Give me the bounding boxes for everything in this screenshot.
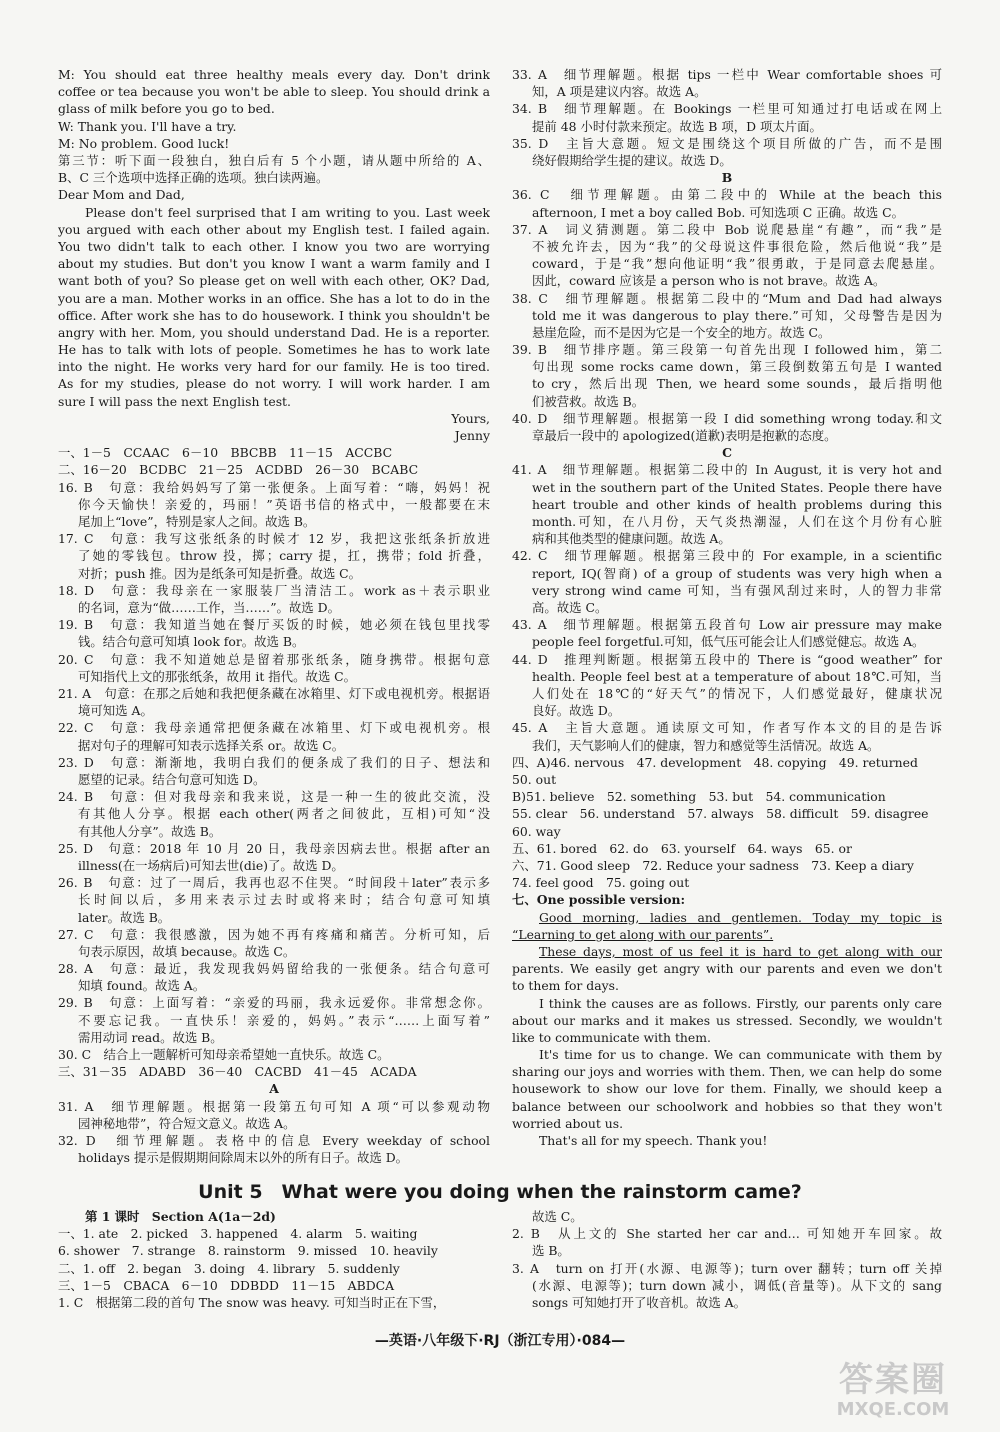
- text-line: Jenny: [454, 428, 490, 444]
- text-line: 31. A 细节理解题。根据第一段第五句可知 A 项“可以参观动物: [58, 1098, 490, 1114]
- text-line: 可知指代上文的那张纸条，故用 it 指代。故选 C。: [78, 668, 357, 684]
- text-line: 一、1. ate 2. picked 3. happened 4. alarm 5. waiting: [58, 1226, 418, 1242]
- text-line: into the night. He works very hard for our family. He is too tired.: [58, 359, 490, 375]
- text-line: 2. B 从上文的 She started her car and… 可知她开车回家。故: [512, 1226, 942, 1242]
- text-line: 故选 C。: [532, 1209, 583, 1224]
- text-line: 42. C 细节理解题。根据第三段中的 For example, in a scientific: [512, 548, 942, 564]
- text-line: 43. A 细节理解题。根据第五段首句 Low air pressure may make: [512, 617, 942, 633]
- text-line: 21. A 句意：在那之后她和我把便条藏在冰箱里、灯下或电视机旁。根据语: [58, 685, 490, 701]
- text-line: 60. way: [512, 823, 561, 839]
- text-line: 五、61. bored 62. do 63. yourself 64. ways 65. or: [512, 840, 852, 856]
- text-line: 长时间以后，多用来表示过去时或将来时；结合句意可知填: [78, 892, 490, 908]
- text-line: 病和其他类型的健康问题。故选 A。: [532, 531, 731, 547]
- text-line: 35. D 主旨大意题。短文是围绕这个项目所做的广告，而不是围: [512, 135, 942, 151]
- text-line: 钱。结合句意可知填 look for。故选 B。: [78, 634, 305, 650]
- text-line: 人们处在 18℃的“好天气”的情况下，人们感觉最好，健康状况: [532, 685, 942, 701]
- text-line: A: [269, 1081, 279, 1097]
- text-line: W: Thank you. I'll have a try.: [58, 118, 237, 134]
- text-line: 句表示原因，故填 because。故选 C。: [78, 943, 296, 959]
- text-line: afternoon, I met a boy called Bob. 可知选项 C 正确。故选 C。: [532, 204, 904, 220]
- text-line: 绕好假期给学生提的建议。故选 D。: [532, 152, 732, 168]
- text-line: 27. C 句意：我很感激，因为她不再有疼痛和痛苦。分析可知，后: [58, 926, 490, 942]
- text-line: 四、A)46. nervous 47. development 48. copying 49. returned: [512, 754, 918, 770]
- text-line: to cry，然后出现 Then, we heard some sounds，最后指明他: [532, 376, 942, 392]
- text-line: It's time for us to change. We can communicate with them by: [539, 1047, 942, 1063]
- text-line: 26. B 句意：过了一周后，我再也忍不住哭。“时间段＋later”表示多: [58, 875, 490, 891]
- text-line: housework to show our love for them. Finally, we should keep a: [512, 1081, 942, 1097]
- text-line: He has to talk with lots of people. Sometimes he has to work late: [58, 342, 490, 358]
- text-line: 不被允许去，因为“我”的父母说这件事很危险，然后他说“我”是: [532, 238, 942, 254]
- text-line: 六、71. Good sleep 72. Reduce your sadness 73. Keep a diary: [512, 857, 914, 873]
- text-line: M: No problem. Good luck!: [58, 135, 230, 151]
- text-line: 34. B 细节理解题。在 Bookings 一栏里可知通过打电话或在网上: [512, 101, 942, 117]
- text-line: later。故选 B。: [78, 909, 171, 925]
- text-line: 19. B 句意：我知道当她在餐厅买饭的时候，她必须在钱包里找零: [58, 617, 490, 633]
- text-line: B)51. believe 52. something 53. but 54. communication: [512, 789, 886, 805]
- text-line: 有其他人分享。根据 each other(两者之间彼此，互相)可知“没: [78, 806, 490, 822]
- text-line: Good morning, ladies and gentlemen. Today my topic is: [539, 909, 942, 925]
- text-line: 的名词，意为“做……工作，当……”。故选 D。: [78, 600, 340, 615]
- text-line: 22. C 句意：我母亲通常把便条藏在冰箱里、灯下或电视机旁。根: [58, 720, 490, 736]
- text-line: These days, most of us feel it is hard to get along with our: [539, 943, 942, 959]
- text-line: told me it was dangerous to play there.”可知，父母警告是因为: [532, 307, 942, 323]
- text-line: 3. A turn on 打开(水源、电源等)；turn over 翻转；turn off 关掉: [512, 1260, 942, 1276]
- text-line: 40. D 细节理解题。根据第一段 I did something wrong today.和文: [512, 410, 942, 426]
- text-line: want both of you? So please get on well with each other, OK? Dad,: [58, 273, 490, 289]
- text-line: 20. C 句意：我不知道她总是留着那张纸条，随身携带。根据句意: [58, 651, 490, 667]
- text-line: 了她的零钱包。throw 投，掷；carry 提，扛，携带；fold 折叠，: [78, 548, 490, 564]
- watermark-logo: [808, 1360, 978, 1426]
- text-line: 因此，coward 应该是 a person who is not brave。故选 A。: [532, 273, 886, 289]
- text-line: 知填 found。故选 A。: [78, 978, 206, 994]
- text-line: “Learning to get along with our parents”.: [512, 926, 774, 942]
- text-line: 39. B 细节排序题。第三段第一句首先出现 I followed him，第二: [512, 342, 942, 358]
- text-line: 愿望的记录。结合句意可知选 D。: [78, 771, 266, 787]
- text-line: 38. C 细节理解题。根据第二段中的“Mum and Dad had always: [512, 290, 942, 306]
- text-line: health. People feel best at a temperature of about 18℃.可知，当: [532, 668, 942, 684]
- text-line: 16. B 句意：我给妈妈写了第一张便条。上面写着：“嗨，妈妈！祝: [58, 479, 490, 495]
- text-line: 们被营救。故选 B。: [532, 393, 645, 409]
- text-line: Please don't feel surprised that I am writing to you. Last week: [85, 204, 490, 220]
- text-line: 尾加上“love”，特别是家人之间。故选 B。: [78, 514, 316, 530]
- text-line: 我们，天气影响人们的健康，智力和感觉等生活情况。故选 A。: [532, 737, 880, 753]
- text-line: 悬崖危险，而不是因为它是一个安全的地方。故选 C。: [532, 324, 831, 340]
- right-column: [512, 66, 942, 1149]
- text-line: 17. C 句意：我写这张纸条的时候才 12 岁，我把这张纸条折放进: [58, 531, 490, 547]
- text-line: 第 1 课时 Section A(1a－2d): [85, 1209, 276, 1224]
- text-line: 50. out: [512, 771, 557, 787]
- text-line: 32. D 细节理解题。表格中的信息 Every weekday of school: [58, 1133, 490, 1149]
- text-line: report, IQ(智商) of a group of students was very high when a: [532, 565, 942, 581]
- text-line: month.可知，在八月份，天气炎热潮湿，人们在这个月份有心脏: [532, 514, 942, 530]
- text-line: 18. D 句意：我母亲在一家服装厂当清洁工。work as＋表示职业: [58, 582, 490, 598]
- bottom-left-column: [58, 1208, 490, 1311]
- text-line: you are a man. Mother works in an office. She has a lot to do in the: [58, 290, 490, 306]
- text-line: holidays 提示是假期期间除周末以外的所有日子。故选 D。: [78, 1150, 409, 1166]
- text-line: about my studies. But don't you know I want a warm family and I: [58, 256, 490, 272]
- watermark-en: MXQE.COM: [836, 1399, 950, 1420]
- text-line: 55. clear 56. understand 57. always 58. difficult 59. disagree: [512, 806, 929, 822]
- text-line: 37. A 词义猜测题。第二段中 Bob 说爬悬崖“有趣”，而“我”是: [512, 221, 942, 237]
- text-line: songs 可知她打开了收音机。故选 A。: [532, 1294, 746, 1310]
- text-line: C: [722, 445, 732, 461]
- text-line: parents. We easily get angry with our parents and even we don't: [512, 961, 942, 977]
- text-line: 28. A 句意：最近，我发现我妈妈留给我的一张便条。结合句意可: [58, 961, 490, 977]
- text-line: heart trouble and other kinds of health problems during this: [532, 496, 942, 512]
- text-line: about our marks and it makes us stressed. Secondly, we wouldn't: [512, 1012, 942, 1028]
- text-line: 二、1. off 2. began 3. doing 4. library 5. suddenly: [58, 1260, 400, 1276]
- text-line: 园神秘地带”，符合短文意义。故选 A。: [78, 1115, 296, 1131]
- text-line: I think the causes are as follows. Firstly, our parents only care: [539, 995, 942, 1011]
- bottom-right-column: [512, 1208, 942, 1311]
- text-line: 提前 48 小时付款来预定。故选 B 项，D 项太片面。: [532, 118, 822, 134]
- text-line: office. After work she has to do housework. I think you shouldn't be: [58, 307, 490, 323]
- text-line: 有其他人分享”。故选 B。: [78, 823, 222, 839]
- text-line: Dear Mom and Dad,: [58, 187, 185, 203]
- text-line: 良好。故选 D。: [532, 703, 621, 719]
- text-line: That's all for my speech. Thank you!: [539, 1133, 768, 1149]
- text-line: 三、1－5 CBACA 6－10 DDBDD 11－15 ABDCA: [58, 1277, 395, 1293]
- text-line: 三、31－35 ADABD 36－40 CACBD 41－45 ACADA: [58, 1064, 417, 1080]
- text-line: very strong wind came 可知，当有强风刮过来时，人的智力非常: [532, 582, 942, 598]
- text-line: 七、One possible version:: [512, 892, 686, 908]
- text-line: illness(在一场病后)可知去世(die)了。故选 D。: [78, 857, 344, 873]
- text-line: 6. shower 7. strange 8. rainstorm 9. missed 10. heavily: [58, 1243, 438, 1259]
- text-line: 据对句子的理解可知表示选择关系 or。故选 C。: [78, 737, 345, 753]
- text-line: You two didn't talk to each other. I know you two are worrying: [58, 238, 490, 254]
- text-line: 24. B 句意：但对我母亲和我来说，这是一种一生的彼此交流，没: [58, 789, 490, 805]
- text-line: to them for days.: [512, 978, 619, 994]
- text-line: 29. B 句意：上面写着：“亲爱的玛丽，我永远爱你。非常想念你。: [58, 995, 490, 1011]
- text-line: angry with her. Mom, you should understand Dad. He is a reporter.: [58, 324, 490, 340]
- text-line: (水源、电源等)；turn down 减小，调低(音量等)。从下文的 sang: [532, 1277, 942, 1293]
- text-line: B、C 三个选项中选择正确的选项。独白读两遍。: [58, 170, 329, 186]
- text-line: 对折；push 推。因为是纸条可知是折叠。故选 C。: [78, 565, 362, 581]
- text-line: glass of milk before you go to bed.: [58, 101, 275, 117]
- unit-title: Unit 5 What were you doing when the rainstorm came?: [198, 1181, 802, 1203]
- text-line: 不要忘记我。一直快乐！亲爱的，妈妈。”表示“……上面写着”: [78, 1012, 490, 1028]
- text-line: sure I will pass the next English test.: [58, 393, 291, 409]
- text-line: 33. A 细节理解题。根据 tips 一栏中 Wear comfortable shoes 可: [512, 67, 942, 82]
- text-line: 二、16－20 BCDBC 21－25 ACDBD 26－30 BCABC: [58, 462, 419, 478]
- text-line: 高。故选 C。: [532, 599, 608, 615]
- watermark-cn: 答案圈: [839, 1360, 947, 1400]
- text-line: 第三节：听下面一段独白，独白后有 5 个小题，请从题中所给的 A、: [58, 152, 490, 168]
- text-line: 30. C 结合上一题解析可知母亲希望她一直快乐。故选 C。: [58, 1047, 390, 1063]
- text-line: 44. D 推理判断题。根据第五段中的 There is “good weather” for: [512, 651, 942, 667]
- left-column: [58, 66, 490, 1166]
- text-line: 选 B。: [532, 1243, 570, 1259]
- text-line: sharing our joys and worries with them. Then, we can help do some: [512, 1064, 942, 1080]
- text-line: 36. C 细节理解题。由第二段中的 While at the beach this: [512, 187, 942, 203]
- text-line: B: [721, 170, 733, 186]
- text-line: 23. D 句意：渐渐地，我明白我们的便条成了我们的日子、想法和: [58, 754, 490, 770]
- text-line: coffee or tea because you won't be able to sleep. You should drink a: [58, 84, 490, 100]
- text-line: 需用动词 read。故选 B。: [78, 1029, 223, 1045]
- text-line: 25. D 句意：2018 年 10 月 20 日，我母亲因病去世。根据 after an: [58, 840, 490, 856]
- text-line: 章最后一段中的 apologized(道歉)表明是抱歉的态度。: [532, 428, 837, 444]
- text-line: worried about us.: [512, 1115, 624, 1131]
- text-line: 句出现 some rocks came down，第三段倒数第五句是 I wanted: [532, 359, 942, 375]
- text-line: 一、1－5 CCAAC 6－10 BBCBB 11－15 ACCBC: [58, 445, 393, 461]
- text-line: you argued with each other about my English test. I failed again.: [58, 221, 490, 237]
- text-line: M: You should eat three healthy meals every day. Don't drink: [58, 67, 490, 82]
- text-line: 知，A 项是建议内容。故选 A。: [532, 84, 707, 100]
- text-line: 45. A 主旨大意题。通读原文可知，作者写作本文的目的是告诉: [512, 720, 942, 736]
- text-line: Yours,: [451, 410, 490, 426]
- page-footer: —英语·八年级下·RJ（浙江专用）·084—: [374, 1333, 626, 1349]
- text-line: 41. A 细节理解题。根据第二段中的 In August, it is very hot and: [512, 462, 942, 478]
- text-line: people feel forgetful.可知，低气压可能会让人们感觉健忘。故选 A。: [532, 634, 925, 650]
- text-line: like to communicate with them.: [512, 1029, 711, 1045]
- text-line: As for my studies, please do not worry. I will work harder. I am: [58, 376, 490, 392]
- text-line: coward，于是“我”想向他证明“我”很勇敢，于是同意去爬悬崖。: [532, 256, 942, 272]
- text-line: 境可知选 A。: [78, 703, 153, 719]
- text-line: balance between our schoolwork and hobbies so that they won't: [512, 1098, 942, 1114]
- text-line: 1. C 根据第二段的首句 The snow was heavy. 可知当时正在下雪，: [58, 1295, 446, 1311]
- text-line: 74. feel good 75. going out: [512, 875, 690, 891]
- text-line: 你今天愉快！亲爱的，玛丽！”英语书信的格式中，一般都要在末: [78, 496, 490, 512]
- text-line: wet in the southern part of the United States. People there have: [532, 479, 942, 495]
